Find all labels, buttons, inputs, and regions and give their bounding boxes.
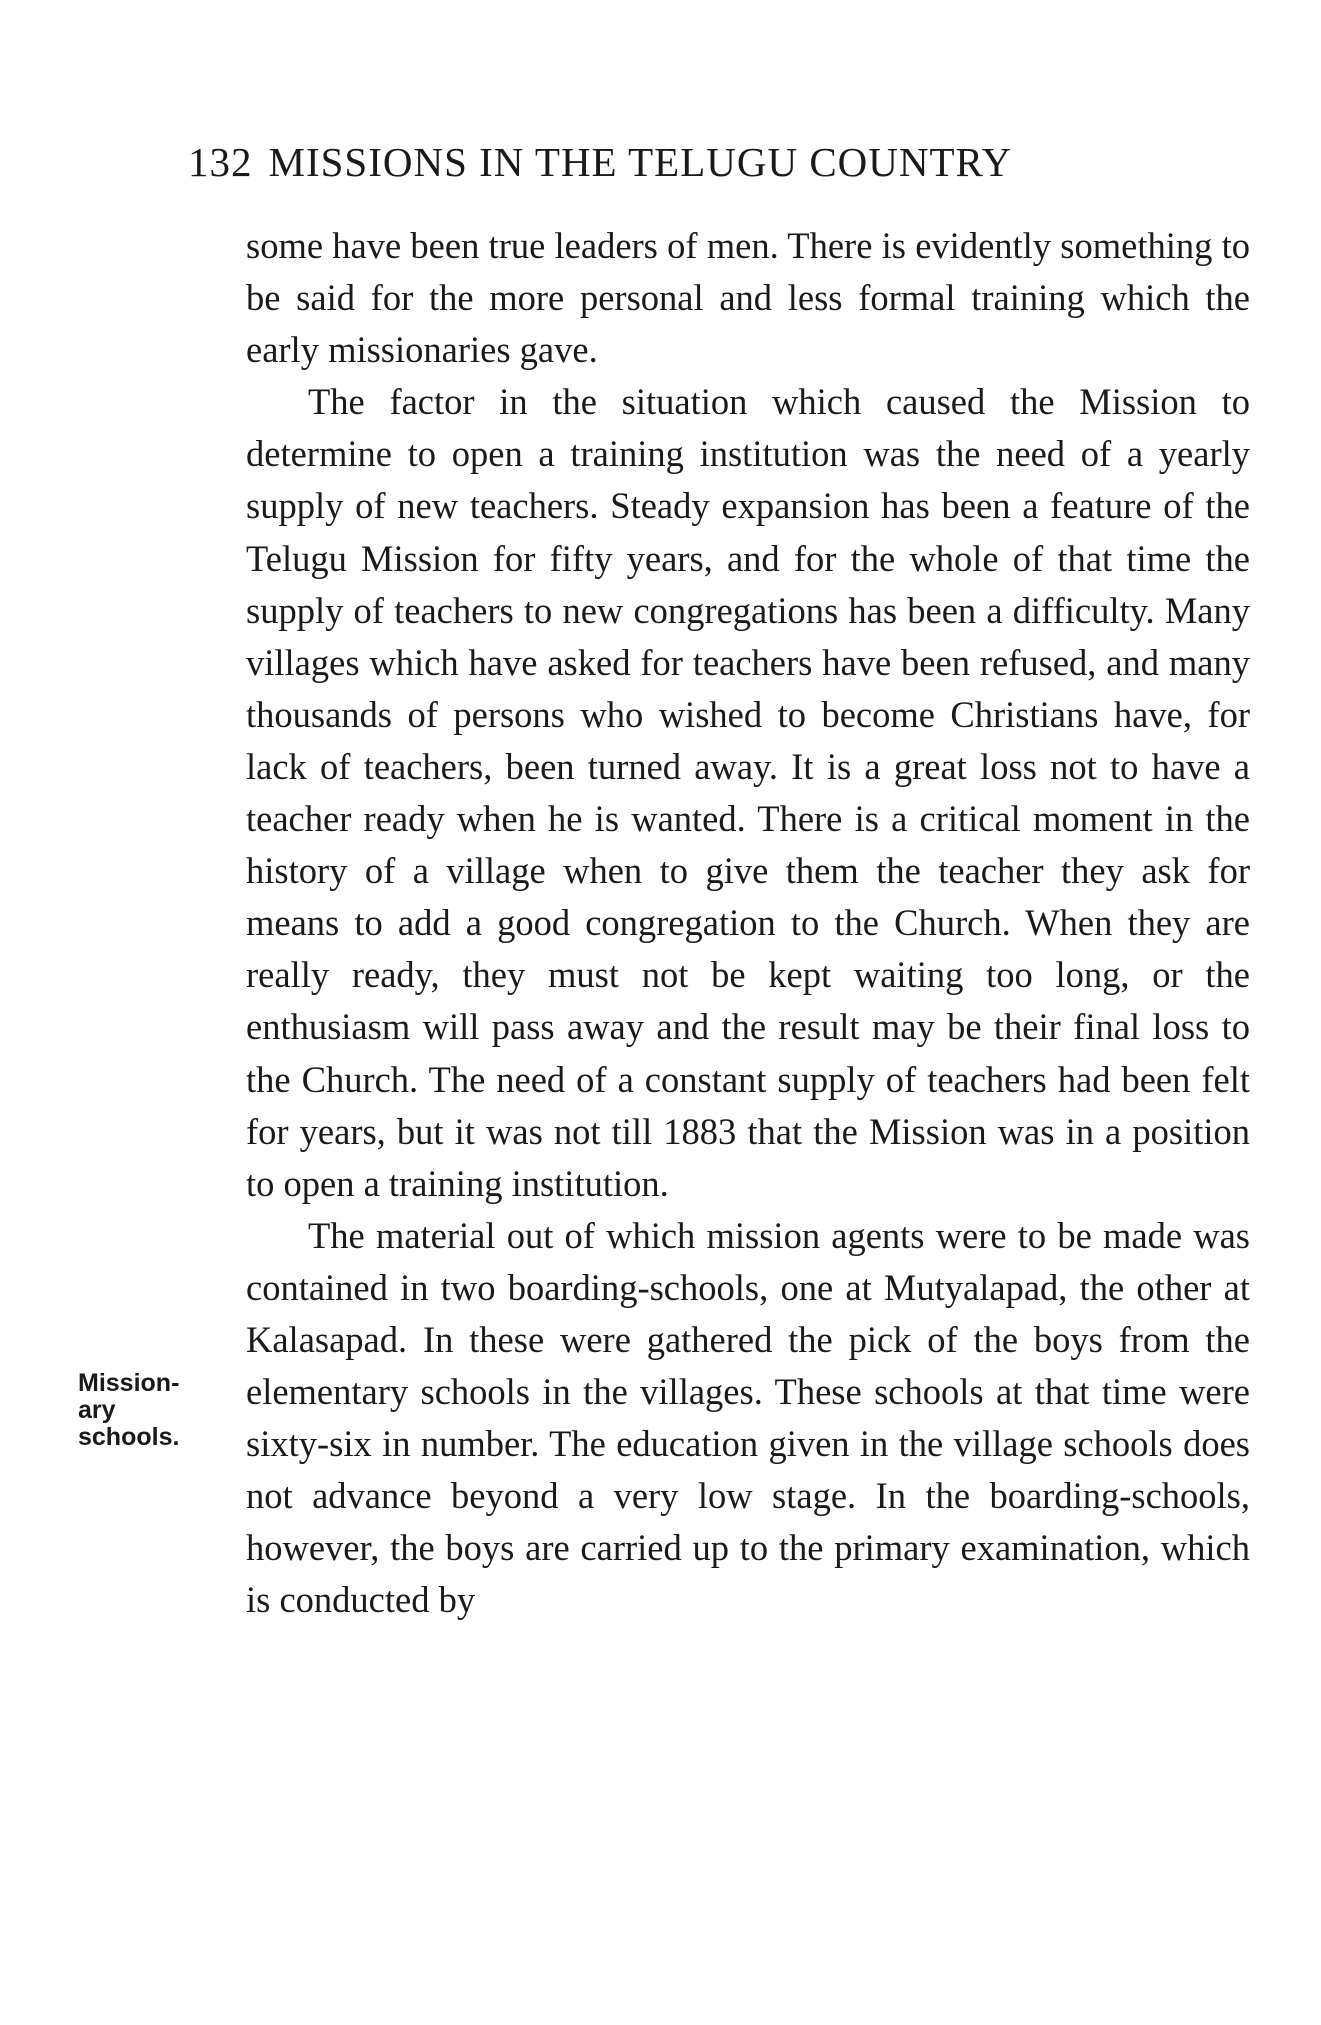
paragraph-training-institution: The factor in the situation which caused the Mission to determine to open a training institution was the need of a yearly supply of new teachers. Steady expansion has been a feature of the Telugu Mission for fifty years, and for the whole of that time the supply of teachers to new congregations has been a difficulty. Many villages which have asked for teachers have been refused, and many thousands of persons who wished to become Christians have, for lack of teachers, been turned away. It is a great loss not to have a teacher ready when he is wanted. There is a critical moment in the history of a village when to give them the teacher they ask for means to add a good congregation to the Church. When they are really ready, they must not be kept waiting too long, or the enthusiasm will pass away and the result may be their final loss to the Church. The need of a constant supply of teachers had been felt for years, but it was not till 1883 that the Mission was in a position to open a training institution. [246,381,1250,1204]
paragraph-continued: some have been true leaders of men. There is evidently something to be said for the more personal and less formal training which the early missionaries gave. [246,225,1250,371]
body-text [246,220,1250,1627]
margin-note [78,1370,238,1451]
margin-note-line: ary [78,1396,116,1424]
page-header [188,138,1148,186]
page-number: 132 [188,139,253,185]
margin-note-line: schools. [78,1423,180,1451]
margin-note-line: Mission- [78,1369,180,1397]
running-title: MISSIONS IN THE TELUGU COUNTRY [268,139,1013,185]
paragraph-missionary-schools: The material out of which mission agents were to be made was contained in two boarding-schools, one at Mutyalapad, the other at Kalasapad. In these were gathered the pick of the boys from the elementary schools in the villages. These schools at that time were sixty-six in number. The education given in the village schools does not advance beyond a very low stage. In the boarding-schools, however, the boys are carried up to the primary examination, which is conducted by [246,1214,1250,1621]
